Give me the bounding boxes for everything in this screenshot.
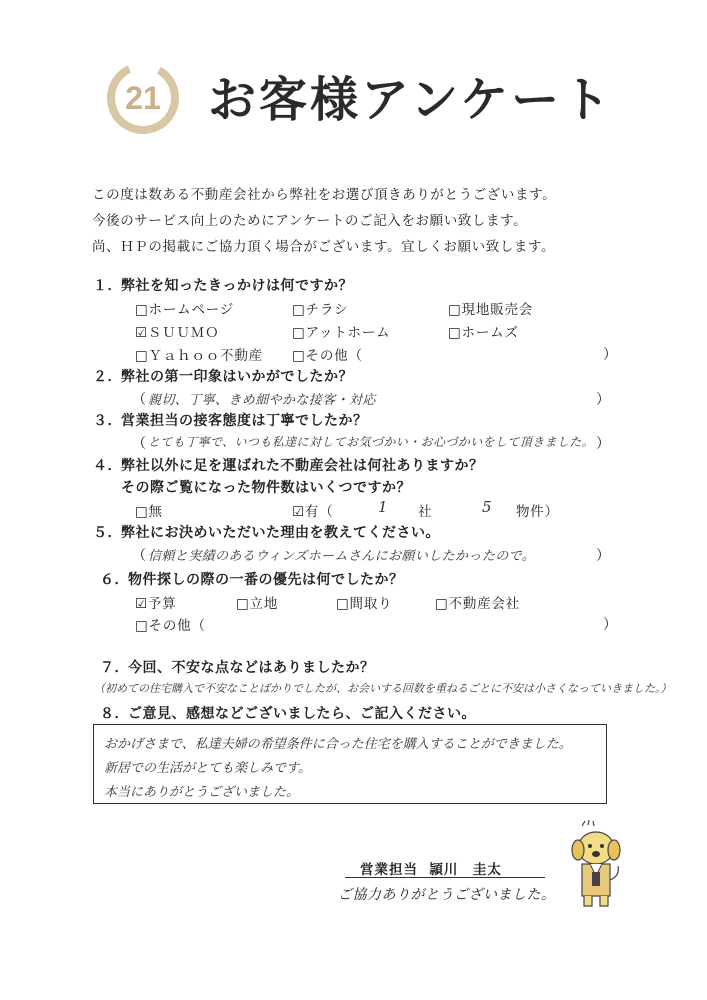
q1-option-yahoo[interactable]: □Ｙａｈｏｏ不動産 [135, 348, 263, 364]
q8-answer-line-1: おかげさまで、私達夫婦の希望条件に合った住宅を購入することができました。 [104, 737, 572, 752]
thanks-message: ご協力ありがとうございました。 [338, 887, 556, 903]
page-title: お客様アンケート [208, 72, 614, 128]
q1-close-paren: ） [603, 347, 617, 363]
intro-line-3: 尚、ＨＰの掲載にご協力頂く場合がございます。宜しくお願い致します。 [92, 239, 556, 255]
dog-mascot-icon [568, 820, 624, 914]
q8-answer-box[interactable] [93, 724, 607, 804]
q1-option-homepage[interactable]: □ホームページ [135, 302, 235, 318]
intro-line-1: この度は数ある不動産会社から弊社をお選び頂きありがとうございます。 [92, 187, 557, 203]
question-6: ６．物件探しの際の一番の優先は何でしたか？ [100, 572, 404, 588]
q1-option-flyer[interactable]: □チラシ [292, 302, 349, 318]
question-4: ４．弊社以外に足を運ばれた不動産会社は何社ありますか？ [93, 458, 484, 474]
q4-company-count: 1 [378, 498, 388, 516]
q4-option-none[interactable]: □無 [135, 504, 163, 520]
q6-option-location[interactable]: □立地 [236, 596, 279, 612]
staff-signature: 営業担当 頴川 圭太 [360, 862, 502, 878]
question-1: １．弊社を知ったきっかけは何ですか？ [93, 278, 353, 294]
q1-option-open-house[interactable]: □現地販売会 [448, 302, 534, 318]
intro-line-2: 今後のサービス向上のためにアンケートのご記入をお願い致します。 [92, 213, 528, 229]
q1-option-homes[interactable]: □ホームズ [448, 325, 519, 341]
q6-option-other[interactable]: □その他（ [135, 618, 206, 634]
signature-underline [345, 877, 545, 878]
century21-logo [105, 60, 181, 136]
question-2: ２．弊社の第一印象はいかがでしたか？ [93, 369, 353, 385]
svg-text:21: 21 [125, 80, 161, 116]
q4-property-count: 5 [482, 498, 492, 516]
q8-answer-line-3: 本当にありがとうございました。 [104, 785, 300, 800]
q8-answer-line-2: 新居での生活がとても楽しみです。 [104, 761, 311, 776]
question-8: ８．ご意見、感想などございましたら、ご記入ください。 [100, 706, 476, 722]
question-5: ５．弊社にお決めいただいた理由を教えてください。 [93, 525, 440, 541]
q6-option-floorplan[interactable]: □間取り [336, 596, 393, 612]
q7-answer: （初めての住宅購入で不安なことばかりでしたが、お会いする回数を重ねるごとに不安は小さくなっていきました。） [94, 682, 672, 695]
question-4-sub: その際ご覧になった物件数はいくつですか？ [121, 480, 411, 496]
question-3: ３．営業担当の接客態度は丁寧でしたか？ [93, 413, 368, 429]
q6-option-budget[interactable]: ☑予算 [135, 596, 177, 612]
q1-option-other[interactable]: □その他（ [292, 348, 363, 364]
q3-answer: とても丁寧で、いつも私達に対してお気づかい・お心づかいをして頂きました。 [148, 435, 595, 449]
q4-option-yes[interactable]: ☑有（ [292, 504, 334, 520]
q1-option-athome[interactable]: □アットホーム [292, 325, 391, 341]
q1-option-suumo[interactable]: ☑ＳＵＵＭＯ [135, 325, 220, 341]
q6-option-agency[interactable]: □不動産会社 [435, 596, 521, 612]
q5-answer: 信頼と実績のあるウィンズホームさんにお願いしたかったので。 [148, 549, 536, 564]
q2-answer: 親切、丁寧、きめ細やかな接客・対応 [148, 393, 376, 408]
question-7: ７．今回、不安な点などはありましたか？ [100, 660, 375, 676]
